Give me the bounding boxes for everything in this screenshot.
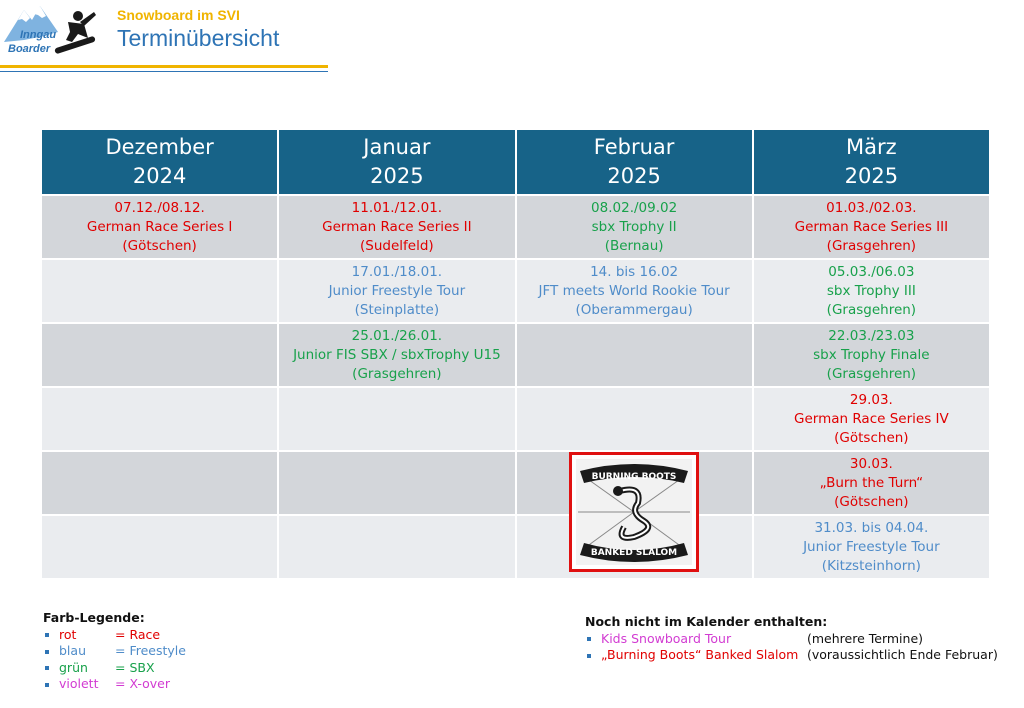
bullet-icon <box>45 683 49 687</box>
burning-boots-poster <box>569 452 699 572</box>
not-yet-item <box>585 647 998 664</box>
legend-meaning: = Freestyle <box>115 643 186 658</box>
event-date: 25.01./26.01. <box>351 327 443 344</box>
empty-cell <box>41 387 278 451</box>
empty-cell <box>41 323 278 387</box>
event <box>517 263 752 320</box>
event <box>754 391 989 448</box>
not-yet-note: (voraussichtlich Ende Februar) <box>807 647 998 662</box>
month-year: 2025 <box>844 164 899 188</box>
event-date: 14. bis 16.02 <box>590 263 679 280</box>
color-legend <box>43 610 186 693</box>
event-cell <box>41 195 278 259</box>
legend-meaning: = Race <box>115 626 161 642</box>
event-cell <box>753 195 990 259</box>
event <box>754 199 989 256</box>
legend-color-word: grün <box>59 659 88 675</box>
header-rule-yellow <box>0 65 328 68</box>
legend-item <box>43 676 186 693</box>
page-subtitle: Snowboard im SVI <box>117 7 240 23</box>
event-date: 07.12./08.12. <box>114 199 205 216</box>
month-year: 2025 <box>607 164 661 188</box>
legend-color-word: blau <box>59 643 86 658</box>
header-rule-blue <box>0 71 328 72</box>
event-cell <box>278 323 515 387</box>
not-yet-name: „Burning Boots“ Banked Slalom <box>601 647 799 662</box>
event-location: (Bernau) <box>604 237 664 254</box>
month-name: Januar <box>363 135 431 159</box>
event-name: Junior Freestyle Tour <box>803 538 940 555</box>
month-year: 2025 <box>370 164 424 188</box>
calendar-row <box>41 195 990 259</box>
legend-heading: Farb-Legende: <box>43 610 145 625</box>
calendar-row <box>41 259 990 323</box>
event-date: 22.03./23.03 <box>828 327 915 344</box>
event-location: (Götschen) <box>834 429 909 446</box>
event-name: sbx Trophy II <box>591 218 677 235</box>
event-location: (Grasgehren) <box>826 301 917 318</box>
calendar-row <box>41 515 990 579</box>
month-header <box>41 129 278 195</box>
month-header-row <box>41 129 990 195</box>
month-name: Dezember <box>105 135 214 159</box>
legend-color-word: rot <box>59 626 77 642</box>
event-name: sbx Trophy III <box>826 282 916 299</box>
empty-cell <box>516 387 753 451</box>
not-yet-heading: Noch nicht im Kalender enthalten: <box>585 614 828 629</box>
event <box>42 199 277 256</box>
empty-cell <box>516 451 753 558</box>
bullet-icon <box>45 633 49 637</box>
event-cell <box>753 451 990 515</box>
event-date: 11.01./12.01. <box>351 199 443 216</box>
legend-item <box>43 643 186 660</box>
snowboarder-icon <box>54 11 96 54</box>
event-date: 29.03. <box>849 391 893 408</box>
event-name: German Race Series IV <box>794 410 949 427</box>
event-cell <box>753 323 990 387</box>
event-cell <box>753 259 990 323</box>
event-cell <box>278 195 515 259</box>
event-location: (Grasgehren) <box>352 365 442 382</box>
event-name: „Burn the Turn“ <box>819 474 924 491</box>
event-calendar-table <box>40 128 991 580</box>
bullet-icon <box>587 654 591 658</box>
bullet-icon <box>587 637 591 641</box>
month-name: März <box>846 135 897 159</box>
event-name: Junior FIS SBX / sbxTrophy U15 <box>293 346 501 363</box>
event-name: German Race Series II <box>322 218 472 235</box>
burning-boots-logo-image <box>572 455 696 569</box>
event-cell <box>516 259 753 323</box>
legend-color-word: violett <box>59 676 99 691</box>
legend-item <box>43 627 186 644</box>
event-date: 05.03./06.03 <box>828 263 915 280</box>
month-header <box>278 129 515 195</box>
event-date: 31.03. bis 04.04. <box>814 519 929 536</box>
event <box>754 263 989 320</box>
not-yet-note: (mehrere Termine) <box>807 630 924 646</box>
event-name: JFT meets World Rookie Tour <box>538 282 730 299</box>
event-location: (Götschen) <box>122 237 197 254</box>
event-location: (Sudelfeld) <box>360 237 434 254</box>
empty-cell <box>41 451 278 515</box>
event <box>754 519 989 576</box>
event-name: German Race Series I <box>86 218 233 235</box>
empty-cell <box>41 515 278 579</box>
empty-cell <box>278 387 515 451</box>
not-yet-name: Kids Snowboard Tour <box>601 630 732 646</box>
event-location: (Oberammergau) <box>575 301 693 318</box>
legend-meaning: = X-over <box>115 676 171 691</box>
empty-cell <box>41 259 278 323</box>
month-year: 2024 <box>132 164 187 188</box>
month-name: Februar <box>593 135 675 159</box>
event-name: sbx Trophy Finale <box>813 346 930 363</box>
event-location: (Grasgehren) <box>826 237 917 254</box>
month-header <box>753 129 990 195</box>
event-name: Junior Freestyle Tour <box>328 282 466 299</box>
poster-top-text: BURNING BOOTS <box>591 472 676 482</box>
event-location: (Götschen) <box>834 493 909 510</box>
event <box>279 327 514 384</box>
empty-cell <box>278 451 515 515</box>
event-location: (Kitzsteinhorn) <box>821 557 921 574</box>
event-cell <box>753 515 990 579</box>
event-date: 01.03./02.03. <box>826 199 917 216</box>
event <box>754 327 989 384</box>
inngau-boarder-logo <box>4 2 100 60</box>
event-cell <box>516 195 753 259</box>
legend-item <box>43 660 186 677</box>
event-date: 17.01./18.01. <box>351 263 443 280</box>
legend-meaning: = SBX <box>115 659 155 675</box>
bullet-icon <box>45 650 49 654</box>
logo-text-1: Inngau <box>20 29 57 41</box>
event-cell <box>278 259 515 323</box>
event-cell <box>753 387 990 451</box>
event <box>754 455 989 512</box>
event <box>279 263 514 320</box>
empty-cell <box>278 515 515 579</box>
event <box>279 199 514 256</box>
logo-text-2: Boarder <box>8 43 51 55</box>
event-date: 30.03. <box>849 455 893 472</box>
not-yet-item <box>585 631 998 648</box>
event-name: German Race Series III <box>794 218 949 235</box>
calendar-row <box>41 387 990 451</box>
poster-bottom-text: BANKED SLALOM <box>590 548 677 558</box>
calendar-row <box>41 451 990 515</box>
event-location: (Steinplatte) <box>354 301 440 318</box>
page-title: Terminübersicht <box>117 25 280 51</box>
event-location: (Grasgehren) <box>826 365 917 382</box>
empty-cell <box>516 323 753 387</box>
event-date: 08.02./09.02 <box>591 199 678 216</box>
calendar-row <box>41 323 990 387</box>
not-yet-in-calendar <box>585 614 998 664</box>
month-header <box>516 129 753 195</box>
event <box>517 199 752 256</box>
bullet-icon <box>45 666 49 670</box>
